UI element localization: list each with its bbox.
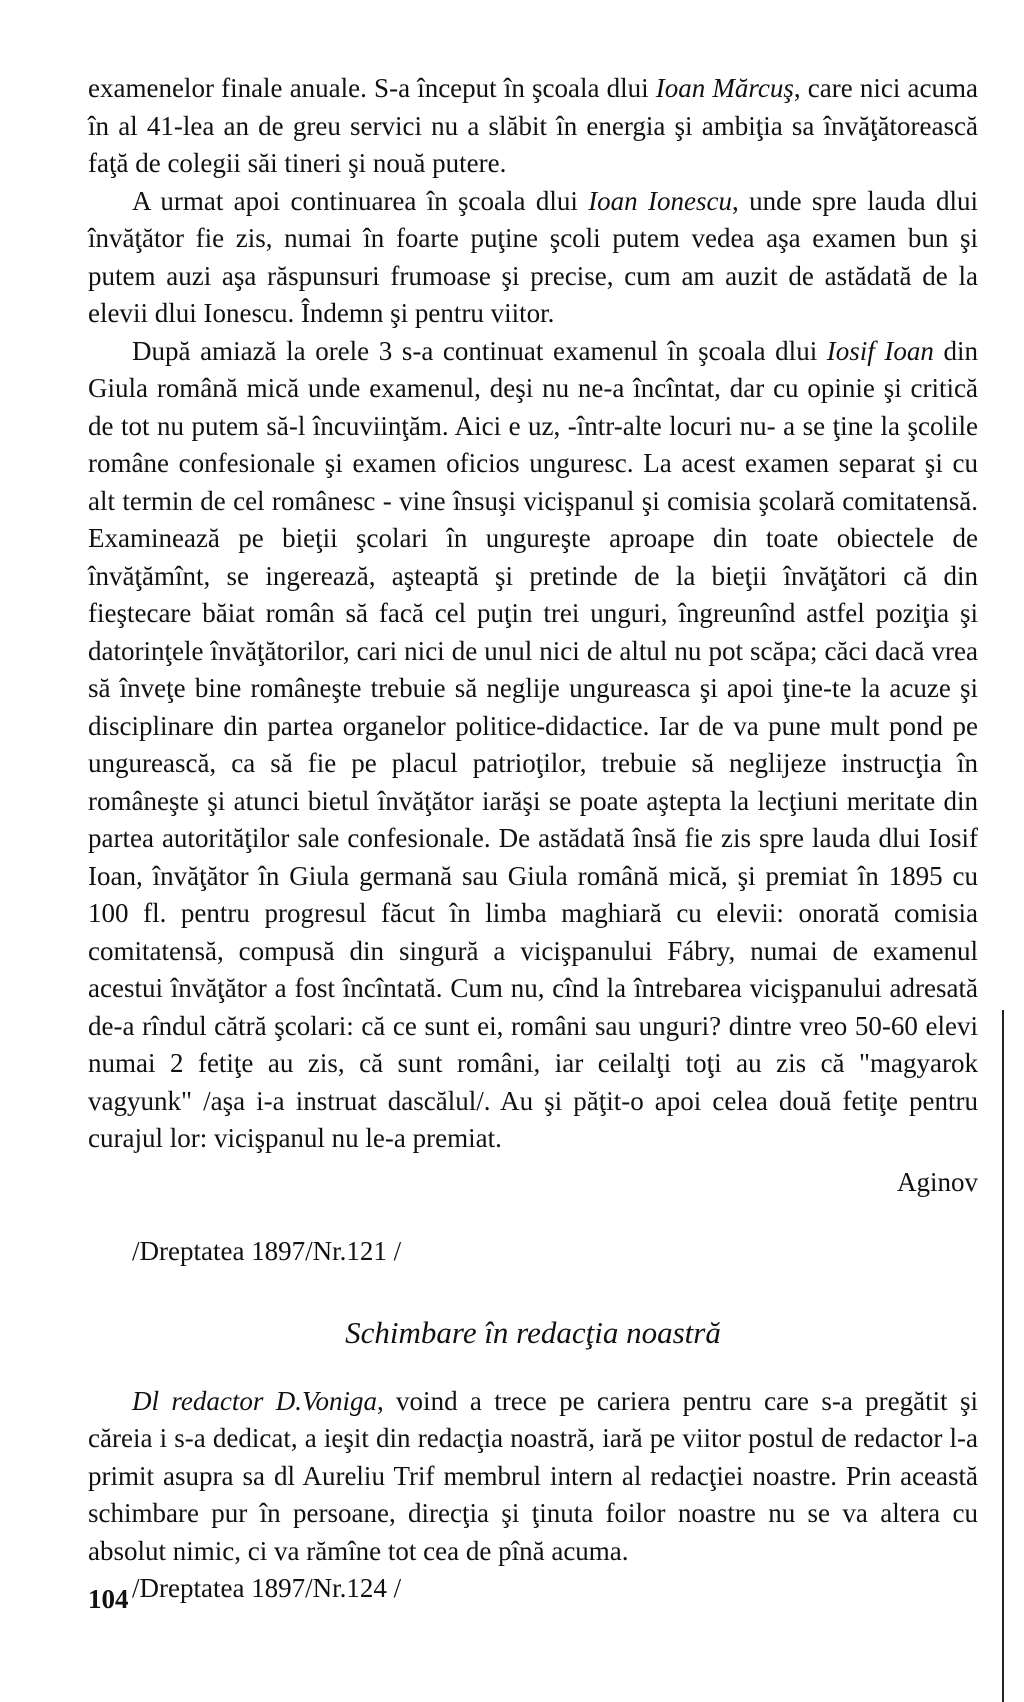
article-examen — [88, 70, 978, 1158]
text-run: din Giula română mică unde examenul, deşi nu ne-a încîntat, dar cu opinie şi critică de tot nu putem să-l încuviinţăm. Aici e uz, -într-alte locuri nu- a se ţine la şcolile române confesionale şi examen oficios unguresc. La acest examen separat şi cu alt termin de cel românesc - vine însuşi vicişpanul şi comisia şcolară comitatensă. Examinează pe bieţii şcolari în ungureşte aproape din toate obiectele de învăţămînt, se ingerează, aşteaptă şi pretinde de la bieţii învăţători că din fieştecare băiat român să facă cel puţin trei unguri, îngreunînd astfel poziţia şi datorinţele învăţătorilor, cari nici de unul nici de altul nu pot scăpa; căci dacă vrea să înveţe bine româneşte trebuie să neglije ungureasca şi apoi ţine-te la acuze şi disciplinare din partea organelor politice-didactice. Iar de va pune mult pond pe ungurească, ca să fie pe placul patrioţilor, trebuie să neglijeze instrucţia în româneşte şi atunci bietul învăţător iarăşi se poate aştepta la lecţiuni meritate din partea autorităţilor sale confesionale. De astădată însă fie zis spre lauda dlui Iosif Ioan, învăţător în Giula germană sau Giula română mică, şi premiat în 1895 cu 100 fl. pentru progresul făcut în limba maghiară cu elevii: onorată comisia comitatensă, compusă din singură a vicişpanului Fábry, numai de examenul acestui învăţător a fost încîntată. Cum nu, cînd la întrebarea vicişpanului adresată de-a rîndul cătră şcolari: că ce sunt ei, români sau unguri? dintre vreo 50-60 elevi numai 2 fetiţe au zis, că sunt români, iar ceilalţi toţi au zis că "magyarok vagyunk" /aşa i-a instruat dascălul/. Au şi păţit-o apoi celea două fetiţe pentru curajul lor: vicişpanul nu le-a premiat. — [88, 335, 978, 1153]
text-run: examenelor finale anuale. S-a început în şcoala dlui — [88, 73, 656, 103]
italic-name: Iosif Ioan — [826, 335, 934, 366]
paragraph — [88, 183, 978, 333]
italic-name: Ioan Ionescu — [588, 185, 732, 216]
article-redactie — [88, 1383, 978, 1571]
paragraph — [88, 70, 978, 183]
text-run: , voind a trece pe cariera pentru care s-a pregătit şi căreia i s-a dedicat, a ieşit din redacţia noastră, iară pe viitor postul de redactor l-a primit asupra sa dl Aureliu Trif membrul intern al redacţiei noastre. Prin această schimbare pur în persoane, direcţia şi ţinuta foilor noastre nu se va altera cu absolut nimic, ci va rămîne tot cea de pînă acuma. — [88, 1385, 978, 1566]
author-signature: Aginov — [897, 1166, 978, 1197]
paragraph — [88, 1383, 978, 1571]
text-run: După amiază la orele 3 s-a continuat examenul în şcoala dlui — [132, 335, 827, 366]
paragraph — [88, 333, 978, 1158]
margin-rule — [1002, 1010, 1004, 1702]
document-page — [88, 70, 978, 1608]
text-run: , unde spre lauda dlui învăţător fie zis, numai în foarte puţine şcoli putem vedea aşa examen bun şi putem auzi aşa răspunsuri frumoase şi precise, cum am auzit de astădată de la elevii dlui Ionescu. Îndemn şi pentru viitor. — [88, 185, 978, 328]
text-run: , care nici acuma în al 41-lea an de greu servici nu a slăbit în energia şi ambiţia sa învăţătorească faţă de colegii săi tineri şi nouă putere. — [88, 73, 979, 178]
source-citation-1: /Dreptatea 1897/Nr.121 / — [132, 1236, 402, 1266]
italic-name: Ioan Mărcuş — [655, 73, 794, 103]
text-run: A urmat apoi continuarea în şcoala dlui — [132, 185, 589, 216]
source-citation-2: /Dreptatea 1897/Nr.124 / — [132, 1573, 402, 1603]
italic-name: Dl redactor D.Voniga — [132, 1385, 377, 1416]
section-heading: Schimbare în redacţia noastră — [345, 1314, 721, 1350]
page-number: 104 — [88, 1584, 129, 1614]
